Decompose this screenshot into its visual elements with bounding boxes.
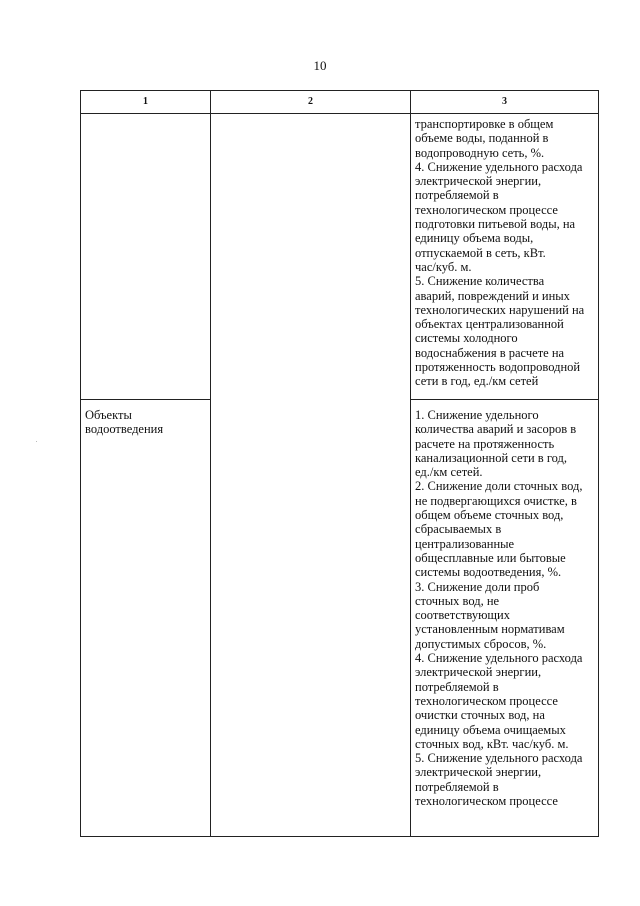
- column-header-1: 1: [81, 91, 211, 114]
- cell-text-line: сбрасываемых в: [415, 522, 502, 537]
- cell-text-line: системы водоотведения, %.: [415, 565, 562, 580]
- table-row: [81, 114, 599, 400]
- indicators-table: [80, 90, 599, 837]
- row1-object-cell: [81, 114, 211, 400]
- cell-text-line: единицу объема очищаемых: [415, 722, 566, 737]
- cell-text-line: водопроводную сеть, %.: [415, 145, 545, 160]
- row1-indicators-cell: [411, 114, 599, 400]
- column-header-2: 2: [211, 91, 411, 114]
- cell-text-line: 3. Снижение доли проб: [415, 579, 540, 594]
- cell-text-line: потребляемой в: [415, 679, 499, 694]
- cell-text-line: 4. Снижение удельного расхода: [415, 651, 583, 666]
- cell-text-line: технологическом процессе: [415, 794, 558, 809]
- cell-text-line: канализационной сети в год,: [415, 450, 568, 465]
- table-header-row: [81, 91, 599, 114]
- cell-text-line: сточных вод, не: [415, 593, 500, 608]
- cell-text-line: объектах централизованной: [415, 317, 564, 332]
- cell-text-line: аварий, повреждений и иных: [415, 288, 570, 303]
- cell-text-line: электрической энергии,: [415, 765, 542, 780]
- cell-text-line: 2. Снижение доли сточных вод,: [415, 479, 583, 494]
- cell-text-line: потребляемой в: [415, 779, 499, 794]
- cell-text-line: технологическом процессе: [415, 202, 558, 217]
- cell-text-line: 5. Снижение удельного расхода: [415, 751, 583, 766]
- row2-object-cell: [81, 400, 211, 837]
- cell-text-line: подготовки питьевой воды, на: [415, 217, 576, 232]
- cell-text-line: водоотведения: [85, 422, 164, 437]
- cell-text-line: электрической энергии,: [415, 174, 542, 189]
- row-merged-column2-cell: [211, 114, 411, 837]
- cell-text-line: транспортировке в общем: [415, 117, 554, 131]
- cell-text-line: сети в год, ед./км сетей: [415, 374, 539, 389]
- cell-text-line: допустимых сбросов, %.: [415, 636, 547, 651]
- cell-text-line: отпускаемой в сеть, кВт.: [415, 245, 546, 260]
- cell-text-line: объеме воды, поданной в: [415, 131, 549, 146]
- cell-text-line: 5. Снижение количества: [415, 274, 545, 289]
- page-number: 10: [313, 58, 327, 73]
- cell-text-line: 1. Снижение удельного: [415, 408, 539, 422]
- cell-text-line: централизованные: [415, 536, 515, 551]
- cell-text-line: соответствующих: [415, 608, 510, 623]
- cell-text-line: технологическом процессе: [415, 693, 558, 708]
- cell-text-line: сточных вод, кВт. час/куб. м.: [415, 736, 569, 751]
- cell-text-line: потребляемой в: [415, 188, 499, 203]
- cell-text-line: протяженность водопроводной: [415, 360, 581, 375]
- column-header-3: 3: [411, 91, 599, 114]
- cell-text-line: технологических нарушений на: [415, 302, 585, 317]
- cell-text-line: расчете на протяженность: [415, 436, 555, 451]
- cell-text-line: системы холодного: [415, 331, 518, 346]
- cell-text-line: установленным нормативам: [415, 622, 565, 637]
- cell-text-line: не подвергающихся очистке, в: [415, 493, 577, 508]
- cell-text-line: очистки сточных вод, на: [415, 708, 545, 723]
- cell-text-line: водоснабжения в расчете на: [415, 345, 565, 360]
- cell-text-line: 4. Снижение удельного расхода: [415, 159, 583, 174]
- cell-text-line: Объекты: [85, 408, 132, 422]
- cell-text-line: единицу объема воды,: [415, 231, 534, 246]
- cell-text-line: общем объеме сточных вод,: [415, 508, 564, 523]
- cell-text-line: час/куб. м.: [415, 259, 472, 274]
- cell-text-line: общесплавные или бытовые: [415, 550, 566, 565]
- cell-text-line: количества аварий и засоров в: [415, 422, 577, 437]
- row2-indicators-cell: [411, 400, 599, 837]
- cell-text-line: ед./км сетей.: [415, 465, 483, 480]
- scan-speck: [36, 441, 37, 442]
- cell-text-line: электрической энергии,: [415, 665, 542, 680]
